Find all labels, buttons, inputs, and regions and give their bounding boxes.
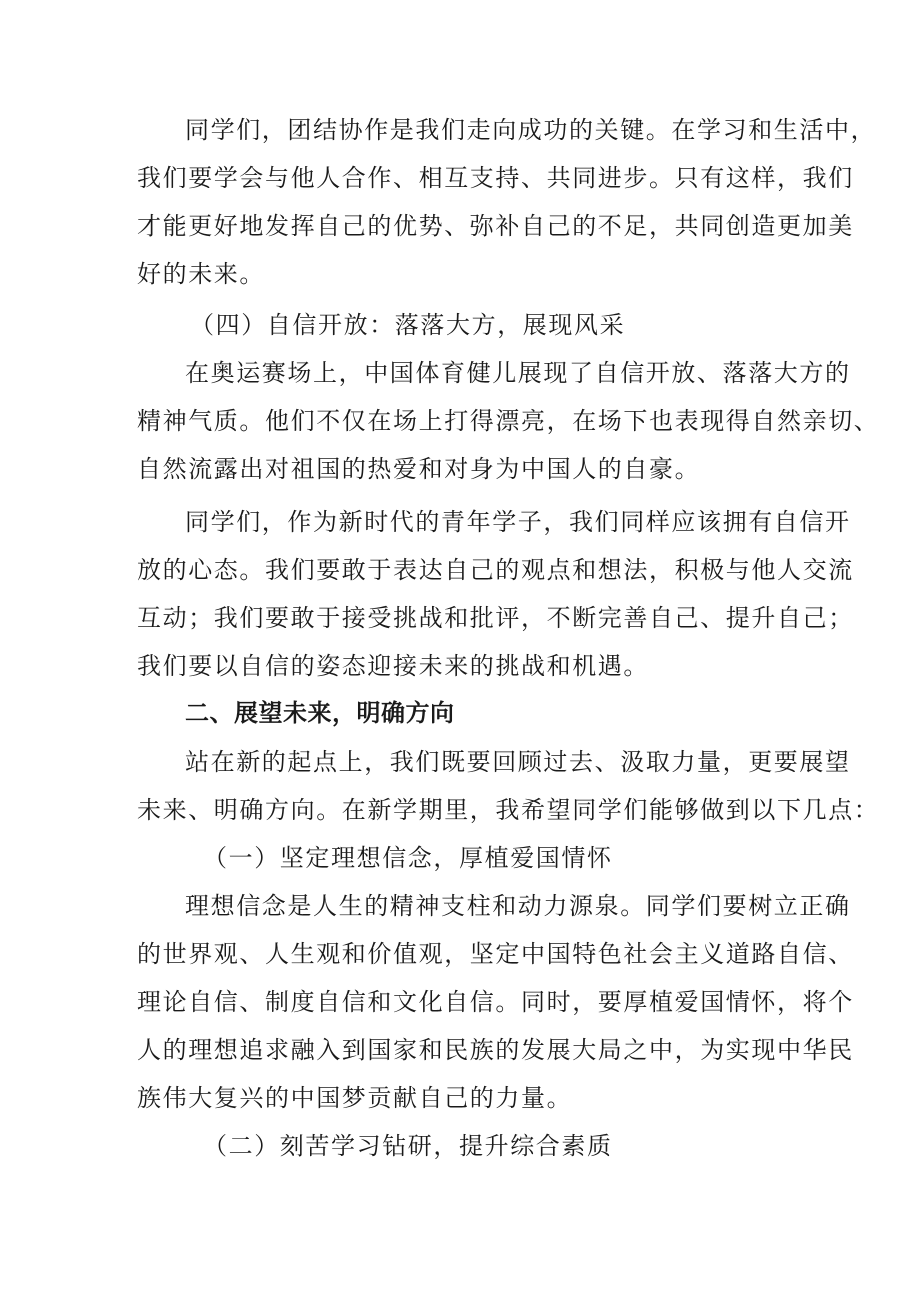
- paragraph-line: 自然流露出对祖国的热爱和对身为中国人的自豪。: [137, 455, 701, 483]
- paragraph-line: 同学们，团结协作是我们走向成功的关键。在学习和生活中，: [185, 116, 877, 144]
- section-heading: 二、展望未来，明确方向: [185, 699, 455, 727]
- paragraph-line: 族伟大复兴的中国梦贡献自己的力量。: [137, 1084, 573, 1112]
- subsection-heading: （二）刻苦学习钻研，提升综合素质: [203, 1132, 613, 1160]
- paragraph-line: 好的未来。: [137, 260, 265, 288]
- paragraph-line: 同学们，作为新时代的青年学子，我们同样应该拥有自信开: [185, 508, 851, 536]
- paragraph-line: 才能更好地发挥自己的优势、弥补自己的不足，共同创造更加美: [137, 212, 854, 240]
- paragraph-line: 的世界观、人生观和价值观，坚定中国特色社会主义道路自信、: [137, 940, 854, 968]
- paragraph-line: 站在新的起点上，我们既要回顾过去、汲取力量，更要展望: [185, 748, 851, 776]
- subsection-heading: （一）坚定理想信念，厚植爱国情怀: [203, 844, 613, 872]
- subsection-heading: （四）自信开放：落落大方，展现风采: [190, 311, 626, 339]
- paragraph-line: 理想信念是人生的精神支柱和动力源泉。同学们要树立正确: [185, 892, 851, 920]
- paragraph-line: 人的理想追求融入到国家和民族的发展大局之中，为实现中华民: [137, 1036, 854, 1064]
- paragraph-line: 互动；我们要敢于接受挑战和批评，不断完善自己、提升自己；: [137, 604, 854, 632]
- paragraph-line: 精神气质。他们不仅在场上打得漂亮，在场下也表现得自然亲切、: [137, 407, 880, 435]
- paragraph-line: 我们要学会与他人合作、相互支持、共同进步。只有这样，我们: [137, 164, 854, 192]
- paragraph-line: 在奥运赛场上，中国体育健儿展现了自信开放、落落大方的: [185, 359, 851, 387]
- paragraph-line: 未来、明确方向。在新学期里，我希望同学们能够做到以下几点：: [137, 796, 880, 824]
- paragraph-line: 理论自信、制度自信和文化自信。同时，要厚植爱国情怀，将个: [137, 988, 854, 1016]
- paragraph-line: 放的心态。我们要敢于表达自己的观点和想法，积极与他人交流: [137, 556, 854, 584]
- paragraph-line: 我们要以自信的姿态迎接未来的挑战和机遇。: [137, 652, 649, 680]
